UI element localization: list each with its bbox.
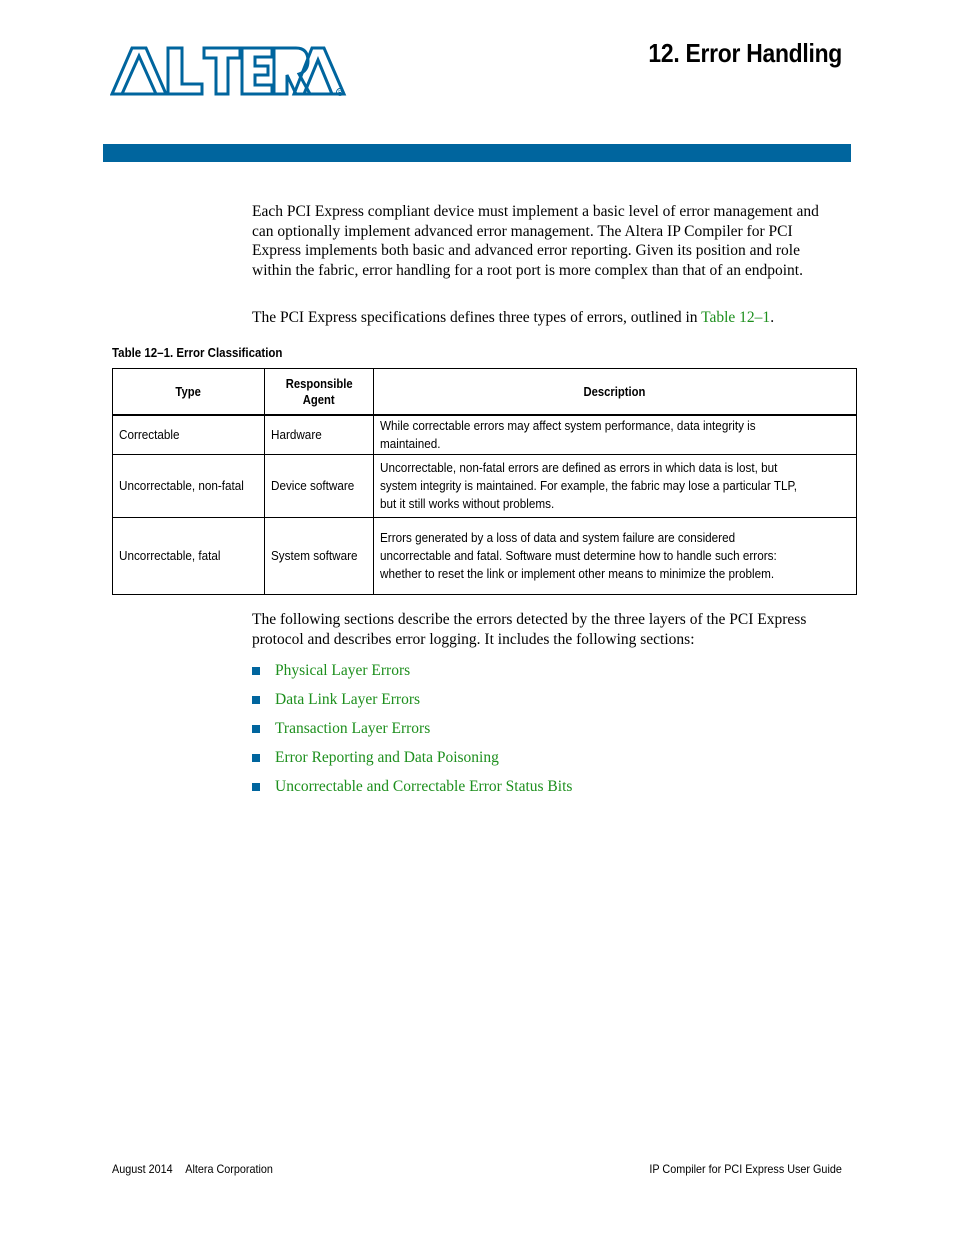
svg-text:R: R bbox=[338, 90, 342, 96]
section-link[interactable]: Physical Layer Errors bbox=[275, 661, 411, 679]
types-paragraph-end: . bbox=[770, 309, 775, 326]
footer-company: Altera Corporation bbox=[185, 1162, 273, 1176]
list-item bbox=[252, 743, 572, 772]
table-row bbox=[113, 455, 857, 518]
table-row bbox=[113, 415, 857, 455]
header-responsible-agent: Responsible Agent bbox=[264, 369, 373, 416]
section-link[interactable]: Data Link Layer Errors bbox=[275, 690, 421, 708]
footer-doc-title: IP Compiler for PCI Express User Guide bbox=[649, 1162, 842, 1176]
chapter-title: 12. Error Handling bbox=[648, 38, 842, 68]
cell-agent: System software bbox=[264, 518, 373, 595]
section-link-list bbox=[252, 656, 572, 801]
cell-agent: Hardware bbox=[264, 415, 373, 455]
square-bullet-icon bbox=[252, 667, 260, 675]
section-link[interactable]: Uncorrectable and Correctable Error Status Bits bbox=[275, 777, 573, 795]
section-link[interactable]: Error Reporting and Data Poisoning bbox=[275, 748, 499, 766]
sections-paragraph: The following sections describe the errors detected by the three layers of the PCI Express protocol and describes error logging. It includes the following sections: bbox=[252, 611, 807, 648]
cell-description: Errors generated by a loss of data and system failure are considered uncorrectable and fatal. Software must determine how to handle such errors: whether to reset the link or implement other means to minimize the problem. bbox=[373, 518, 856, 595]
table-caption: Table 12–1. Error Classification bbox=[112, 346, 283, 360]
header-type: Type bbox=[113, 369, 265, 416]
list-item bbox=[252, 656, 572, 685]
table-row bbox=[113, 518, 857, 595]
footer-left bbox=[112, 1162, 273, 1176]
list-item bbox=[252, 772, 572, 801]
table-12-1-link[interactable]: Table 12–1 bbox=[701, 309, 771, 326]
section-link[interactable]: Transaction Layer Errors bbox=[275, 719, 431, 737]
cell-agent: Device software bbox=[264, 455, 373, 518]
types-paragraph bbox=[252, 308, 842, 328]
square-bullet-icon bbox=[252, 754, 260, 762]
altera-logo bbox=[110, 44, 350, 100]
table-header-row bbox=[113, 369, 857, 416]
intro-paragraph: Each PCI Express compliant device must implement a basic level of error management and can optionally implement advanced error management. The Altera IP Compiler for PCI Express implements both basic and advanced error reporting. Given its position and role within the fabric, error handling for a root port is more complex than that of an endpoint. bbox=[252, 203, 819, 279]
square-bullet-icon bbox=[252, 725, 260, 733]
cell-description: Uncorrectable, non-fatal errors are defined as errors in which data is lost, but system integrity is maintained. For example, the fabric may lose a particular TLP, but it still works without problems. bbox=[373, 455, 856, 518]
cell-type: Uncorrectable, non-fatal bbox=[113, 455, 265, 518]
square-bullet-icon bbox=[252, 696, 260, 704]
square-bullet-icon bbox=[252, 783, 260, 791]
error-classification-table bbox=[112, 368, 857, 595]
list-item bbox=[252, 714, 572, 743]
cell-type: Uncorrectable, fatal bbox=[113, 518, 265, 595]
types-paragraph-text: The PCI Express specifications defines three types of errors, outlined in bbox=[252, 309, 702, 326]
list-item bbox=[252, 685, 572, 714]
header-rule bbox=[103, 144, 851, 162]
cell-description: While correctable errors may affect system performance, data integrity is maintained. bbox=[373, 415, 856, 455]
header-description: Description bbox=[373, 369, 856, 416]
cell-type: Correctable bbox=[113, 415, 265, 455]
footer-date: August 2014 bbox=[112, 1162, 173, 1176]
